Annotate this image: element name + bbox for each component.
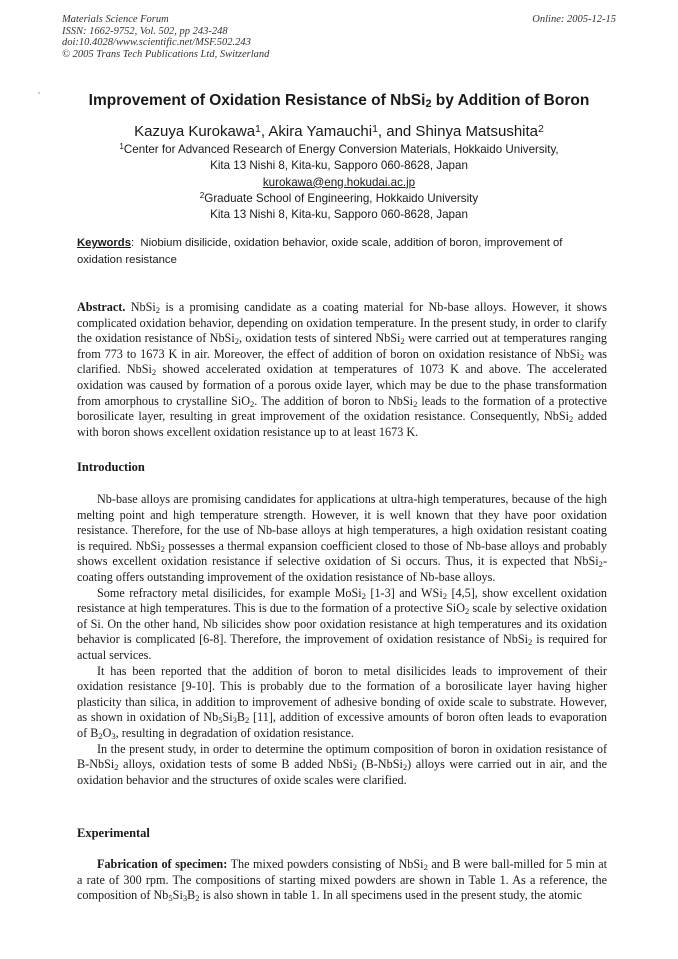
abstract xyxy=(77,300,607,440)
abstract-text: , oxidation tests of sintered NbSi xyxy=(238,331,401,346)
author-list xyxy=(40,123,638,140)
subscript: 2 xyxy=(98,730,103,741)
subscript: 5 xyxy=(168,893,173,904)
paragraph-text: and B were ball-milled for 5 min at a rate of 300 rpm. The compositions of starting mixed powders are shown in Table 1. As a reference, the composition of Nb xyxy=(77,857,607,903)
paragraph-text: , resulting in degradation of oxidation resistance. xyxy=(115,725,354,740)
journal-name: Materials Science Forum xyxy=(62,14,169,25)
journal-copyright: © 2005 Trans Tech Publications Ltd, Switzerland xyxy=(62,48,270,60)
subscript: 2 xyxy=(160,543,165,554)
keywords-colon: : xyxy=(131,237,135,249)
affiliations xyxy=(40,142,638,223)
author-3-affil: 2 xyxy=(538,123,544,135)
journal-header xyxy=(62,14,269,60)
paragraph xyxy=(77,742,607,789)
paragraph-text: In the present study, in order to determine the optimum composition of boron in oxidation resistance of B-NbSi xyxy=(77,741,607,772)
paragraph-text: is also shown in table 1. In all specimens used in the present study, the atomic xyxy=(199,888,582,903)
subscript: 3 xyxy=(232,715,237,726)
paragraph-text: B xyxy=(187,888,196,903)
title-subscript: 2 xyxy=(425,98,432,110)
journal-doi: doi:10.4028/www.scientific.net/MSF.502.243 xyxy=(62,37,251,48)
section-heading-introduction: Introduction xyxy=(77,460,145,474)
paragraph-text: [11], addition of excessive amounts of boron often leads to evaporation of B xyxy=(77,710,608,740)
subsection-label: Fabrication of specimen: xyxy=(97,857,228,871)
paragraph xyxy=(77,586,607,664)
subscript: 2 xyxy=(114,762,119,773)
subscript: 2 xyxy=(569,414,574,425)
section-heading-experimental: Experimental xyxy=(77,826,150,840)
email-link[interactable]: kurokawa@eng.hokudai.ac.jp xyxy=(262,175,416,189)
subscript: 2 xyxy=(250,398,255,409)
abstract-text: were carried out at temperatures ranging from 773 to 1673 K in air. Moreover, the effect of addition of boron on oxidation resistance of NbSi xyxy=(77,331,608,361)
subscript: 5 xyxy=(218,715,223,726)
journal-issn: ISSN: 1662-9752, Vol. 502, pp 243-248 xyxy=(62,25,228,37)
subscript: 2 xyxy=(195,893,200,904)
paragraph xyxy=(77,492,607,586)
paragraph-text: O xyxy=(102,725,112,740)
author-1-affil: 1 xyxy=(255,123,261,135)
paragraph-text: Some refractory metal disilicides, for example MoSi xyxy=(97,585,362,600)
subscript: 3 xyxy=(111,730,116,741)
paragraph-text: alloys, oxidation tests of some B added NbSi xyxy=(118,757,353,772)
paragraph-text: Si xyxy=(172,888,183,903)
subscript: 2 xyxy=(402,762,408,773)
paragraph-text: Nb-base alloys are promising candidates for applications at ultra-high temperatures, because of the high melting point and high temperature strength. However, it is well known that they have poor oxidation resistance. Therefore, for the use of Nb-base alloys at high temperatures, a high oxidation resistant coating is required. NbSi xyxy=(77,492,607,553)
author-3: , and Shinya Matsushita xyxy=(377,123,538,140)
experimental-body xyxy=(77,857,607,904)
affil-2-marker: 2 xyxy=(199,190,205,200)
abstract-text: is a promising candidate as a coating material for Nb-base alloys. However, it shows complicated oxidation behavior, depending on oxidation temperature. In the present study, in order to clarify the oxidation resistance of NbSi xyxy=(77,300,608,346)
subscript: 2 xyxy=(413,398,418,409)
subscript: 2 xyxy=(423,862,428,872)
paragraph-text: (B-NbSi xyxy=(357,757,403,772)
abstract-text: . The addition of boron to NbSi xyxy=(254,393,414,408)
abstract-text: leads to the formation of a protective borosilicate layer, resulting in great improvement of the oxidation resistance. Consequently, NbSi xyxy=(77,393,608,424)
paragraph-text: scale by selective oxidation of Si. On the other hand, Nb silicides show poor oxidation resistance at high temperatures and its oxidation behavior is complicated [6-8]. Therefore, the improvement of oxidation resistance of NbSi xyxy=(77,601,607,647)
paper-title xyxy=(40,92,638,110)
title-text: Improvement of Oxidation Resistance of NbSi xyxy=(88,92,426,109)
subscript: 2 xyxy=(155,305,161,315)
subscript: 2 xyxy=(400,336,405,347)
subscript: 2 xyxy=(245,715,250,726)
online-date: Online: 2005-12-15 xyxy=(532,14,616,25)
paragraph-text: ) alloys were carried out in air, and the oxidation behavior and the structures of oxide scales were clarified. xyxy=(77,757,607,787)
paragraph xyxy=(77,664,607,742)
abstract-text: NbSi xyxy=(125,300,156,314)
abstract-label: Abstract. xyxy=(77,300,126,314)
author-1: Kazuya Kurokawa xyxy=(134,123,256,140)
author-2-affil: 1 xyxy=(372,123,378,135)
paragraph-text: B xyxy=(236,710,246,725)
affiliation-1-line-2: Kita 13 Nishi 8, Kita-ku, Sapporo 060-8628, Japan xyxy=(210,159,468,173)
subscript: 2 xyxy=(151,367,157,378)
affiliation-2-line-2: Kita 13 Nishi 8, Kita-ku, Sapporo 060-8628, Japan xyxy=(210,208,468,222)
abstract-text: was clarified. NbSi xyxy=(77,346,607,377)
affil-1-marker: 1 xyxy=(119,142,124,151)
paragraph-text: [1-3] and WSi xyxy=(365,585,443,600)
subscript: 3 xyxy=(182,893,188,904)
subscript: 2 xyxy=(442,590,447,601)
affil-2-text: Graduate School of Engineering, Hokkaido University xyxy=(204,191,479,205)
paragraph-text: It has been reported that the addition of boron to metal disilicides leads to improvement of their oxidation resistance [9-10]. This is probably due to the formation of a borosilicate layer having higher plasticity than silica, in addition to improvement of adhesive bonding of oxide scale to substrate. However, as shown in oxidation of Nb xyxy=(77,663,607,725)
paragraph-text: is required for actual services. xyxy=(77,632,607,662)
subscript: 2 xyxy=(465,606,470,617)
subscript: 2 xyxy=(352,762,358,773)
subscript: 2 xyxy=(528,637,533,648)
paragraph-text: [4,5], show excellent oxidation resistance at high temperatures. This is due to the formation of a protective SiO xyxy=(77,585,607,616)
affil-1-text: Center for Advanced Research of Energy Conversion Materials, Hokkaido University, xyxy=(123,143,559,156)
paragraph-text: The mixed powders consisting of NbSi xyxy=(227,857,424,871)
author-2: , Akira Yamauchi xyxy=(260,123,373,140)
keywords-label: Keywords xyxy=(77,237,131,249)
keywords-text: Niobium disilicide, oxidation behavior, oxide scale, addition of boron, improvement of oxidation resistance xyxy=(77,237,563,266)
keywords xyxy=(77,235,607,269)
paragraph-text: Si xyxy=(222,710,233,725)
subscript: 2 xyxy=(579,351,585,362)
abstract-text: showed accelerated oxidation at temperatures of 1073 K and above. The accelerated oxidation was caused by formation of a porous oxide layer, which may be due to the phase transformation from amorphous to crystalline SiO xyxy=(77,362,607,408)
author-email[interactable] xyxy=(40,175,638,191)
affiliation-2-line-1 xyxy=(40,191,638,207)
subscript: 2 xyxy=(234,336,239,347)
paragraph-text: -coating offers outstanding improvement of the oxidation resistance of Nb-base alloys. xyxy=(77,554,607,584)
paragraph-text: possesses a thermal expansion coefficient closed to those of Nb-base alloys and probably shows excellent oxidation resistance if selective oxidation of Si occurs. Thus, it is expected that NbSi xyxy=(77,538,607,569)
subscript: 2 xyxy=(598,559,603,570)
title-text-end: by Addition of Boron xyxy=(431,92,590,109)
subscript: 2 xyxy=(361,590,366,601)
introduction-body xyxy=(77,492,607,788)
affiliation-1-line-1 xyxy=(40,142,638,158)
abstract-text: added with boron shows excellent oxidation resistance up to at least 1673 K. xyxy=(77,409,607,439)
paragraph xyxy=(77,857,607,904)
